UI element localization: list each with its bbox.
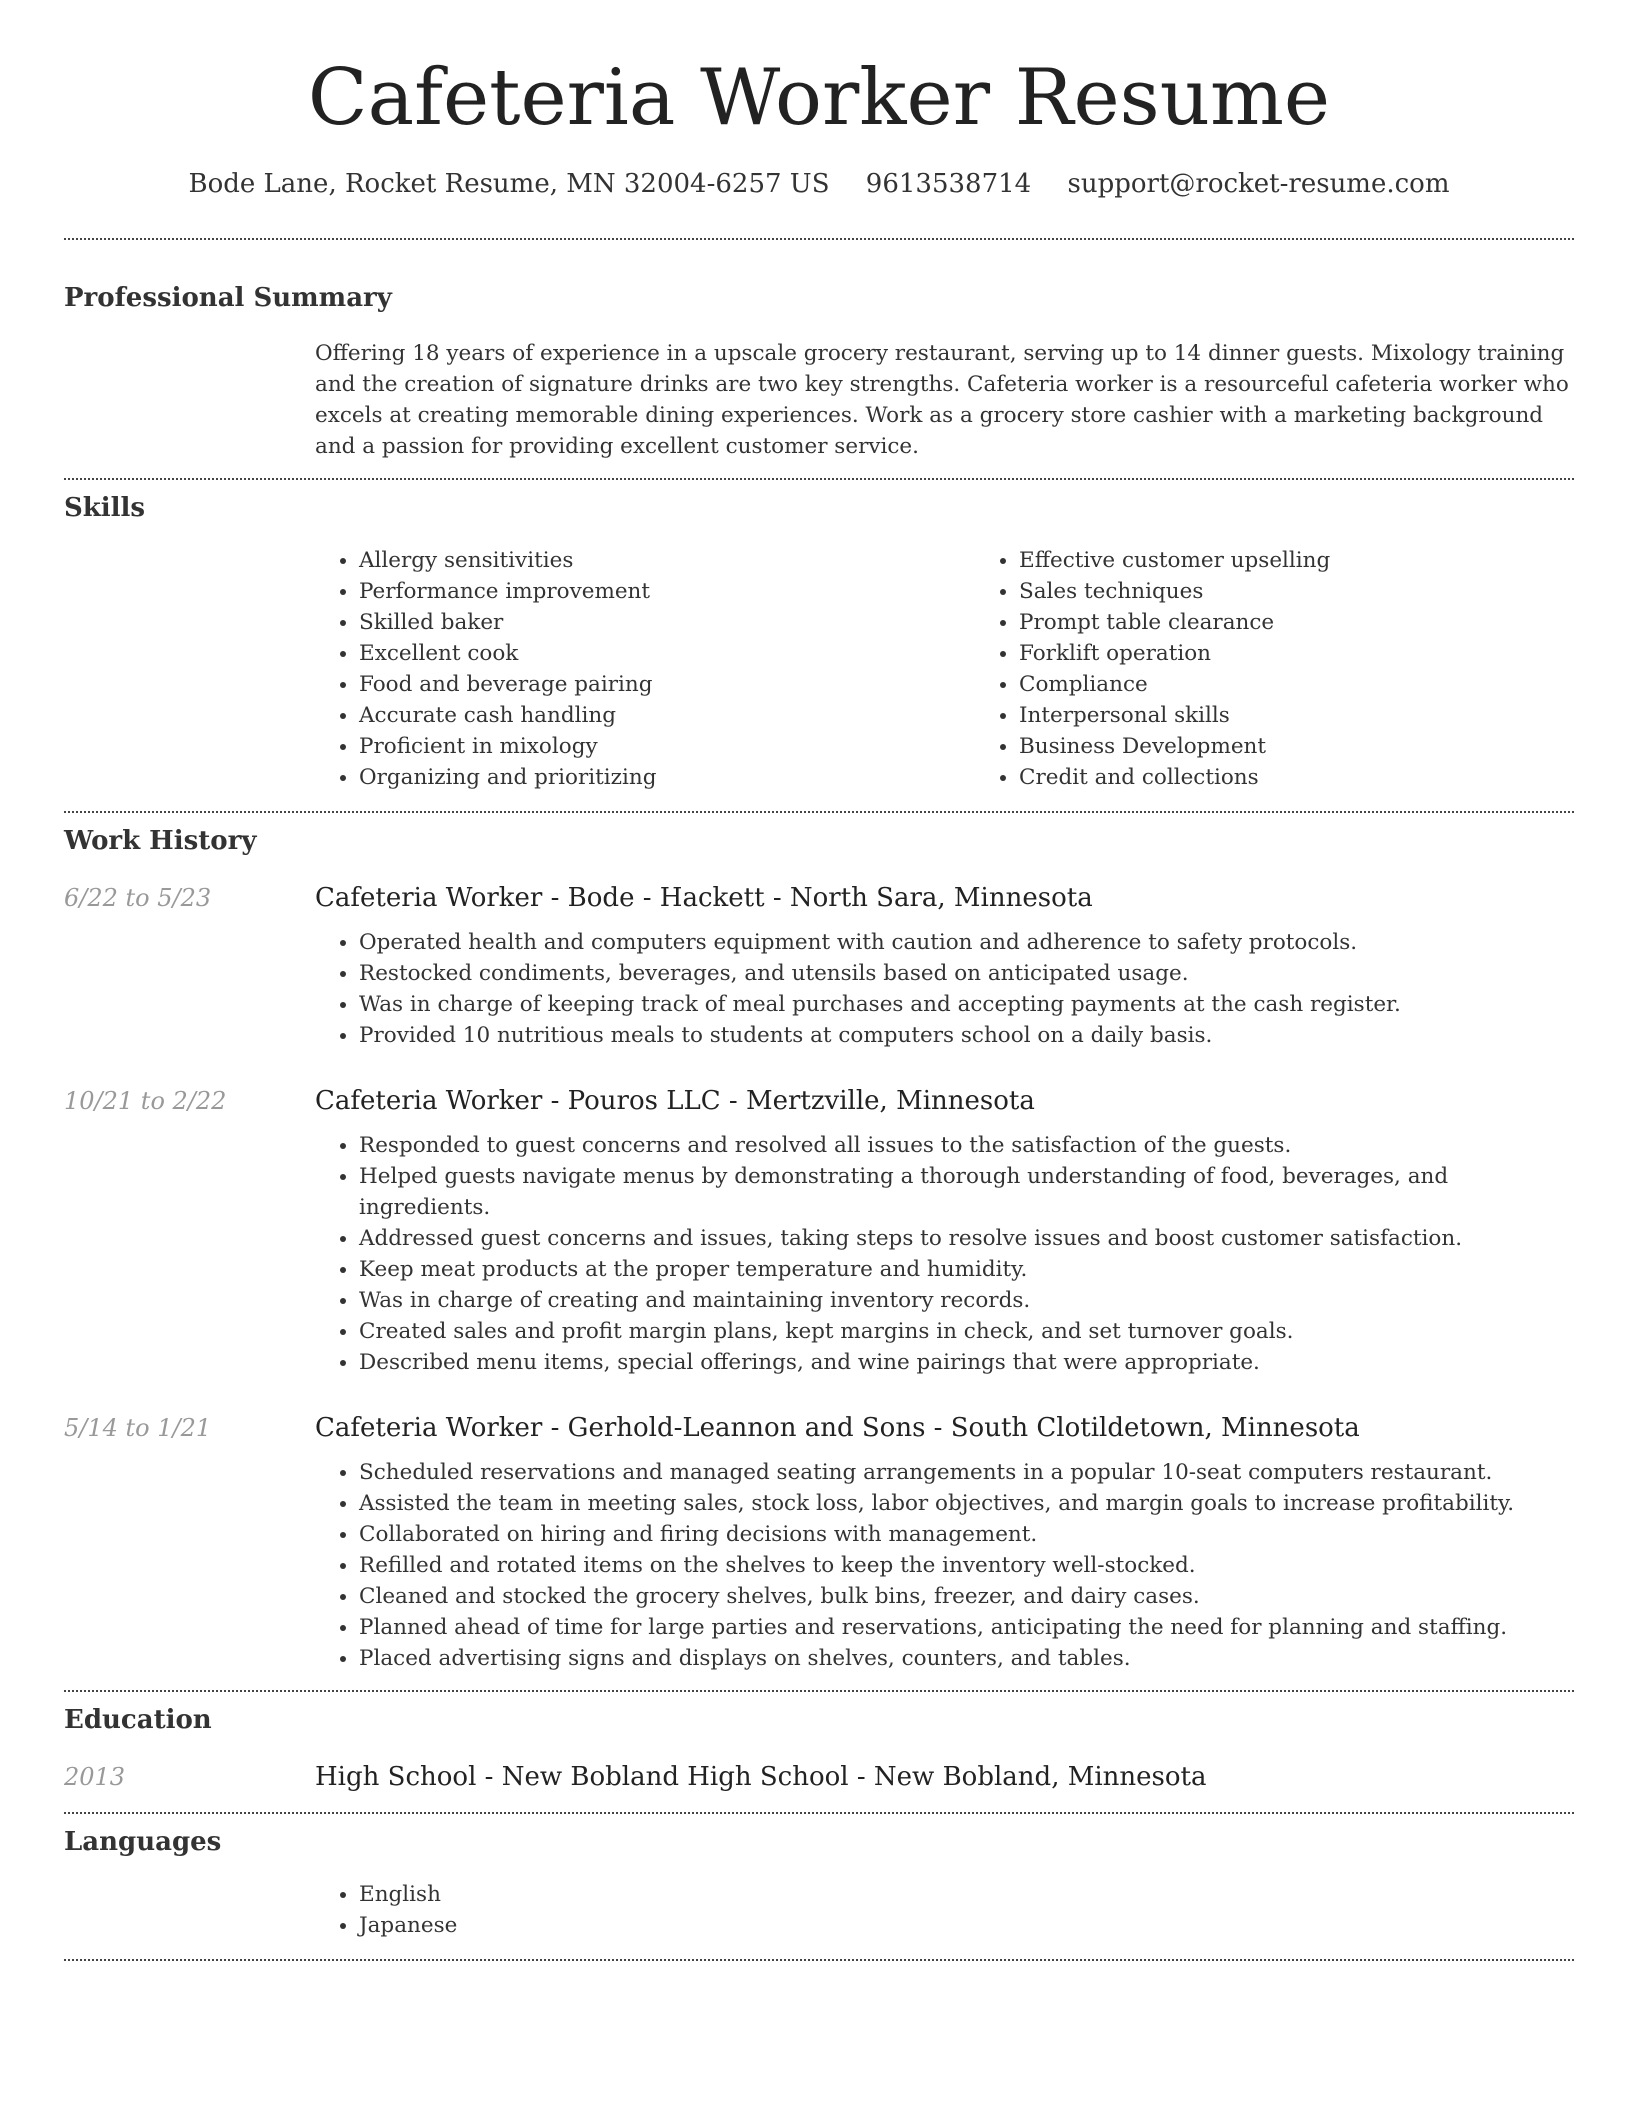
job-bullet: • Keep meat products at the proper temperature and humidity. [359, 1254, 1574, 1285]
skill-item: • Business Development [1019, 731, 1632, 762]
job-bullet: • Refilled and rotated items on the shelves to keep the inventory well-stocked. [359, 1550, 1574, 1581]
job-entry [64, 881, 1574, 1051]
skills-heading: Skills [64, 493, 146, 523]
job-entry [64, 1084, 1574, 1378]
summary-heading: Professional Summary [64, 283, 392, 313]
contact-phone: 9613538714 [865, 169, 1032, 199]
language-item: • English [359, 1879, 1574, 1910]
languages-list [315, 1879, 1574, 1941]
skill-item: • Sales techniques [1019, 576, 1632, 607]
skill-item: • Forklift operation [1019, 638, 1632, 669]
job-bullets [315, 1130, 1574, 1378]
job-bullet: • Cleaned and stocked the grocery shelves, bulk bins, freezer, and dairy cases. [359, 1581, 1574, 1612]
skill-item: • Excellent cook [359, 638, 975, 669]
skill-item: • Performance improvement [359, 576, 975, 607]
skill-item: • Allergy sensitivities [359, 545, 975, 576]
job-title: Cafeteria Worker - Bode - Hackett - North Sara, Minnesota [315, 883, 1093, 913]
summary-section [64, 280, 1574, 462]
job-bullets [315, 927, 1574, 1051]
education-year: 2013 [64, 1763, 126, 1791]
skills-list-left [315, 545, 975, 793]
job-bullet: • Created sales and profit margin plans, kept margins in check, and set turnover goals. [359, 1316, 1574, 1347]
skill-item: • Food and beverage pairing [359, 669, 975, 700]
skill-item: • Credit and collections [1019, 762, 1632, 793]
section-divider [64, 1812, 1574, 1814]
section-divider [64, 478, 1574, 480]
education-section [64, 1702, 1574, 1794]
skill-item: • Accurate cash handling [359, 700, 975, 731]
job-bullet: • Operated health and computers equipment with caution and adherence to safety protocols. [359, 927, 1574, 958]
job-dates: 6/22 to 5/23 [64, 884, 212, 912]
skill-item: • Organizing and prioritizing [359, 762, 975, 793]
languages-heading: Languages [64, 1827, 222, 1857]
job-title: Cafeteria Worker - Gerhold-Leannon and Sons - South Clotildetown, Minnesota [315, 1413, 1360, 1443]
job-dates: 5/14 to 1/21 [64, 1414, 212, 1442]
section-divider [64, 238, 1574, 240]
skill-item: • Skilled baker [359, 607, 975, 638]
skill-item: • Proficient in mixology [359, 731, 975, 762]
summary-text: Offering 18 years of experience in a upscale grocery restaurant, serving up to 14 dinner guests. Mixology training and the creation of signature drinks are two key strengths. Cafeteria worker is a resourceful cafeteria worker who excels at creating memorable dining experiences. Work as a grocery store cashier with a marketing background and a passion for providing excellent customer service. [315, 341, 1569, 459]
section-divider [64, 1959, 1574, 1961]
job-bullet: • Planned ahead of time for large parties and reservations, anticipating the need for planning and staffing. [359, 1612, 1574, 1643]
contact-email: support@rocket-resume.com [1067, 169, 1450, 199]
contact-address: Bode Lane, Rocket Resume, MN 32004-6257 US [188, 169, 830, 199]
job-bullet: • Described menu items, special offerings, and wine pairings that were appropriate. [359, 1347, 1574, 1378]
education-entry: High School - New Bobland High School - New Bobland, Minnesota [315, 1762, 1207, 1792]
job-bullet: • Assisted the team in meeting sales, stock loss, labor objectives, and margin goals to increase profitability. [359, 1488, 1574, 1519]
job-bullet: • Scheduled reservations and managed seating arrangements in a popular 10-seat computers restaurant. [359, 1457, 1574, 1488]
job-bullet: • Helped guests navigate menus by demonstrating a thorough understanding of food, beverages, and ingredients. [359, 1161, 1574, 1223]
skill-item: • Compliance [1019, 669, 1632, 700]
work-history-heading: Work History [64, 826, 257, 856]
job-bullet: • Was in charge of creating and maintaining inventory records. [359, 1285, 1574, 1316]
resume-title: Cafeteria Worker Resume [307, 53, 1331, 143]
job-bullet: • Addressed guest concerns and issues, taking steps to resolve issues and boost customer satisfaction. [359, 1223, 1574, 1254]
job-bullet: • Restocked condiments, beverages, and utensils based on anticipated usage. [359, 958, 1574, 989]
languages-section [64, 1824, 1574, 1941]
skill-item: • Interpersonal skills [1019, 700, 1632, 731]
job-title: Cafeteria Worker - Pouros LLC - Mertzville, Minnesota [315, 1086, 1035, 1116]
resume-page [64, 0, 1574, 1961]
job-bullet: • Collaborated on hiring and firing decisions with management. [359, 1519, 1574, 1550]
work-history-section [64, 823, 1574, 1674]
job-bullet: • Placed advertising signs and displays on shelves, counters, and tables. [359, 1643, 1574, 1674]
job-bullet: • Responded to guest concerns and resolved all issues to the satisfaction of the guests. [359, 1130, 1574, 1161]
education-heading: Education [64, 1705, 212, 1735]
section-divider [64, 811, 1574, 813]
language-item: • Japanese [359, 1910, 1574, 1941]
job-bullets [315, 1457, 1574, 1674]
job-bullet: • Was in charge of keeping track of meal purchases and accepting payments at the cash register. [359, 989, 1574, 1020]
skills-section [64, 490, 1574, 793]
contact-line [64, 166, 1574, 202]
skill-item: • Prompt table clearance [1019, 607, 1632, 638]
section-divider [64, 1690, 1574, 1692]
skill-item: • Effective customer upselling [1019, 545, 1632, 576]
job-entry [64, 1411, 1574, 1674]
skills-list-right [975, 545, 1632, 793]
job-bullet: • Provided 10 nutritious meals to students at computers school on a daily basis. [359, 1020, 1574, 1051]
job-dates: 10/21 to 2/22 [64, 1087, 227, 1115]
